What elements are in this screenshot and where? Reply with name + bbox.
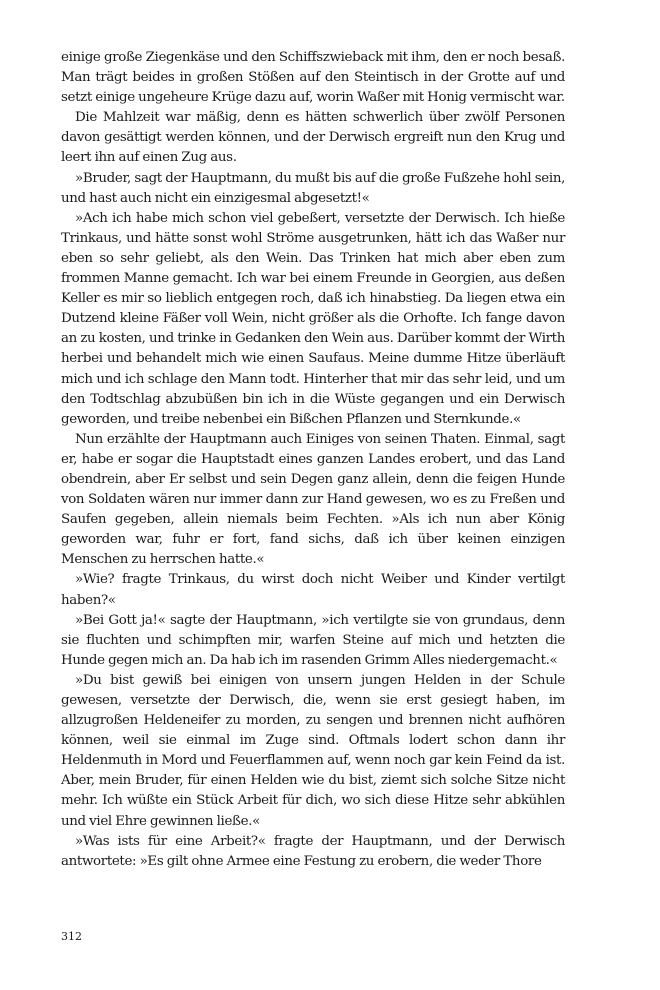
paragraph: »Was ists für eine Arbeit?« fragte der Hauptmann, und der Derwisch antwortete: »Es gilt ohne Armee eine Festung zu erobern, die weder Thore (61, 833, 565, 869)
paragraph: einige große Ziegenkäse und den Schiffszwieback mit ihm, den er noch besaß. Man trägt beides in großen Stößen auf den Steintisch in der Grotte auf und setzt einige ungeheure Krüge dazu auf, worin Waßer mit Honig vermischt war. (61, 50, 565, 106)
paragraph: Die Mahlzeit war mäßig, denn es hätten schwerlich über zwölf Personen davon gesättigt werden können, und der Derwisch ergreift nun den Krug und leert ihn auf einen Zug aus. (61, 110, 565, 166)
paragraph: »Bruder, sagt der Hauptmann, du mußt bis auf die große Fußzehe hohl sein, und hast auch nicht ein einzigesmal abgesetzt!« (61, 170, 565, 206)
paragraph: »Bei Gott ja!« sagte der Hauptmann, »ich vertilgte sie von grundaus, denn sie fluchten und schimpften mir, warfen Steine auf mich und hetzten die Hunde gegen mich an. Da hab ich im rasenden Grimm Alles niedergemacht.« (61, 612, 565, 668)
page-text (61, 48, 565, 872)
paragraph: »Wie? fragte Trinkaus, du wirst doch nicht Weiber und Kinder vertilgt haben?« (61, 572, 565, 608)
paragraph: Nun erzählte der Hauptmann auch Einiges von seinen Thaten. Einmal, sagt er, habe er sogar die Hauptstadt eines ganzen Landes erobert, und das Land obendrein, aber Er selbst und sein Degen ganz allein, denn die feigen Hunde von Soldaten wären nur immer dann zur Hand gewesen, wo es zu Freßen und Saufen gegeben, allein niemals beim Fechten. »Als ich nun aber König geworden war, fuhr er fort, fand sichs, daß ich über keinen einzigen Menschen zu herrschen hatte.« (61, 431, 565, 568)
paragraph: »Ach ich habe mich schon viel gebeßert, versetzte der Derwisch. Ich hieße Trinkaus, und hätte sonst wohl Ströme ausgetrunken, hätt ich das Waßer nur eben so sehr geliebt, als den Wein. Das Trinken hat mich aber eben zum frommen Manne gemacht. Ich war bei einem Freunde in Georgien, aus deßen Keller es mir so lieblich entgegen roch, daß ich hinabstieg. Da liegen etwa ein Dutzend kleine Fäßer voll Wein, nicht größer als die Orhofte. Ich fange davon an zu kosten, und trinke in Gedanken den Wein aus. Darüber kommt der Wirth herbei und behandelt mich wie einen Saufaus. Meine dumme Hitze überläuft mich und ich schlage den Mann todt. Hinterher that mir das sehr leid, und um den Todtschlag abzubüßen bin ich in die Wüste gegangen und ein Derwisch geworden, und treibe nebenbei ein Bißchen Pflanzen und Sternkunde.« (61, 210, 565, 427)
page-number: 312 (61, 930, 82, 943)
paragraph: »Du bist gewiß bei einigen von unsern jungen Helden in der Schule gewesen, versetzte der Derwisch, die, wenn sie erst gesiegt haben, im allzugroßen Heldeneifer zu morden, zu sengen und brennen nicht aufhören können, weil sie einmal im Zuge sind. Oftmals lodert schon dann ihr Heldenmuth in Mord und Feuerflammen auf, wenn noch gar kein Feind da ist. Aber, mein Bruder, für einen Helden wie du bist, ziemt sich solche Sitze nicht mehr. Ich wüßte ein Stück Arbeit für dich, wo sich diese Hitze sehr abkühlen und viel Ehre gewinnen ließe.« (61, 672, 565, 829)
